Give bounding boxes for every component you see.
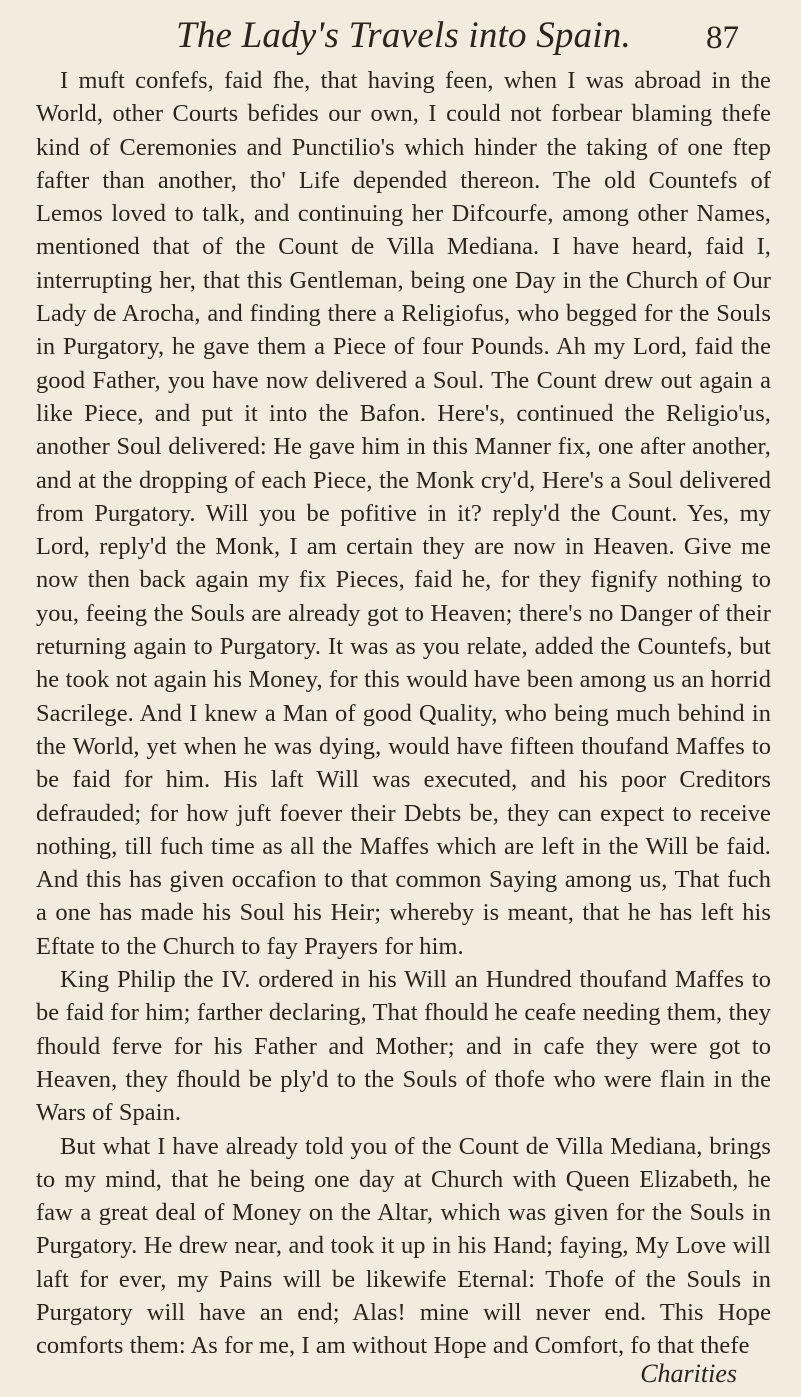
paragraph: But what I have already told you of the Count de Villa Mediana, brings to my mind, that he being one day at Church with Queen Elizabeth, he faw a great deal of Money on the Altar, which was given for the Souls in Purgatory. He drew near, and took it up in his Hand; faying, My Love will laft for ever, my Pains will be likewife Eternal: Thofe of the Souls in Purgatory will have an end; Alas! mine will never end. This Hope comforts them: As for me, I am without Hope and Comfort, fo that thefe (36, 1132, 771, 1360)
paragraph: I muft confefs, faid fhe, that having feen, when I was abroad in the World, other Courts befides our own, I could not forbear blaming thefe kind of Ceremonies and Punctilio's which hinder the taking of one ftep fafter than another, tho' Life depended thereon. The old Countefs of Lemos loved to talk, and continuing her Difcourfe, among other Names, mentioned that of the Count de Villa Mediana. I have heard, faid I, interrupting her, that this Gentleman, being one Day in the Church of Our Lady de Arocha, and finding there a Religiofus, who begged for the Souls in Purgatory, he gave them a Piece of four Pounds. Ah my Lord, faid the good Father, you have now delivered a Soul. The Count drew out again a like Piece, and put it into the Bafon. Here's, continued the Religio'us, another Soul delivered: He gave him in this Manner fix, one after another, and at the dropping of each Piece, the Monk cry'd, Here's a Soul delivered from Purgatory. Will you be pofitive in it? reply'd the Count. Yes, my Lord, reply'd the Monk, I am certain they are now in Heaven. Give me now then back again my fix Pieces, faid he, for they fignify nothing to you, feeing the Souls are already got to Heaven; there's no Danger of their returning again to Purgatory. It was as you relate, added the Countefs, but he took not again his Money, for this would have been among us an horrid Sacrilege. And I knew a Man of good Quality, who being much behind in the World, yet when he was dying, would have fifteen thoufand Maffes to be faid for him. His laft Will was executed, and his poor Creditors defrauded; for how juft foever their Debts be, they can expect to receive nothing, till fuch time as all the Maffes which are left in the Will be faid. And this has given occafion to that common Saying among us, That fuch a one has made his Soul his Heir; whereby is meant, that he has left his Eftate to the Church to fay Prayers for him. (36, 67, 771, 960)
catchword: Charities (640, 1358, 737, 1388)
running-title: The Lady's Travels into Spain. (176, 15, 631, 56)
page-header (36, 14, 771, 64)
paragraph: King Philip the IV. ordered in his Will an Hundred thoufand Maffes to be faid for him; farther declaring, That fhould he ceafe needing them, they fhould ferve for his Father and Mother; and in cafe they were got to Heaven, they fhould be ply'd to the Souls of thofe who were flain in the Wars of Spain. (36, 966, 771, 1127)
body-text (36, 64, 771, 1363)
page-number: 87 (706, 20, 739, 56)
